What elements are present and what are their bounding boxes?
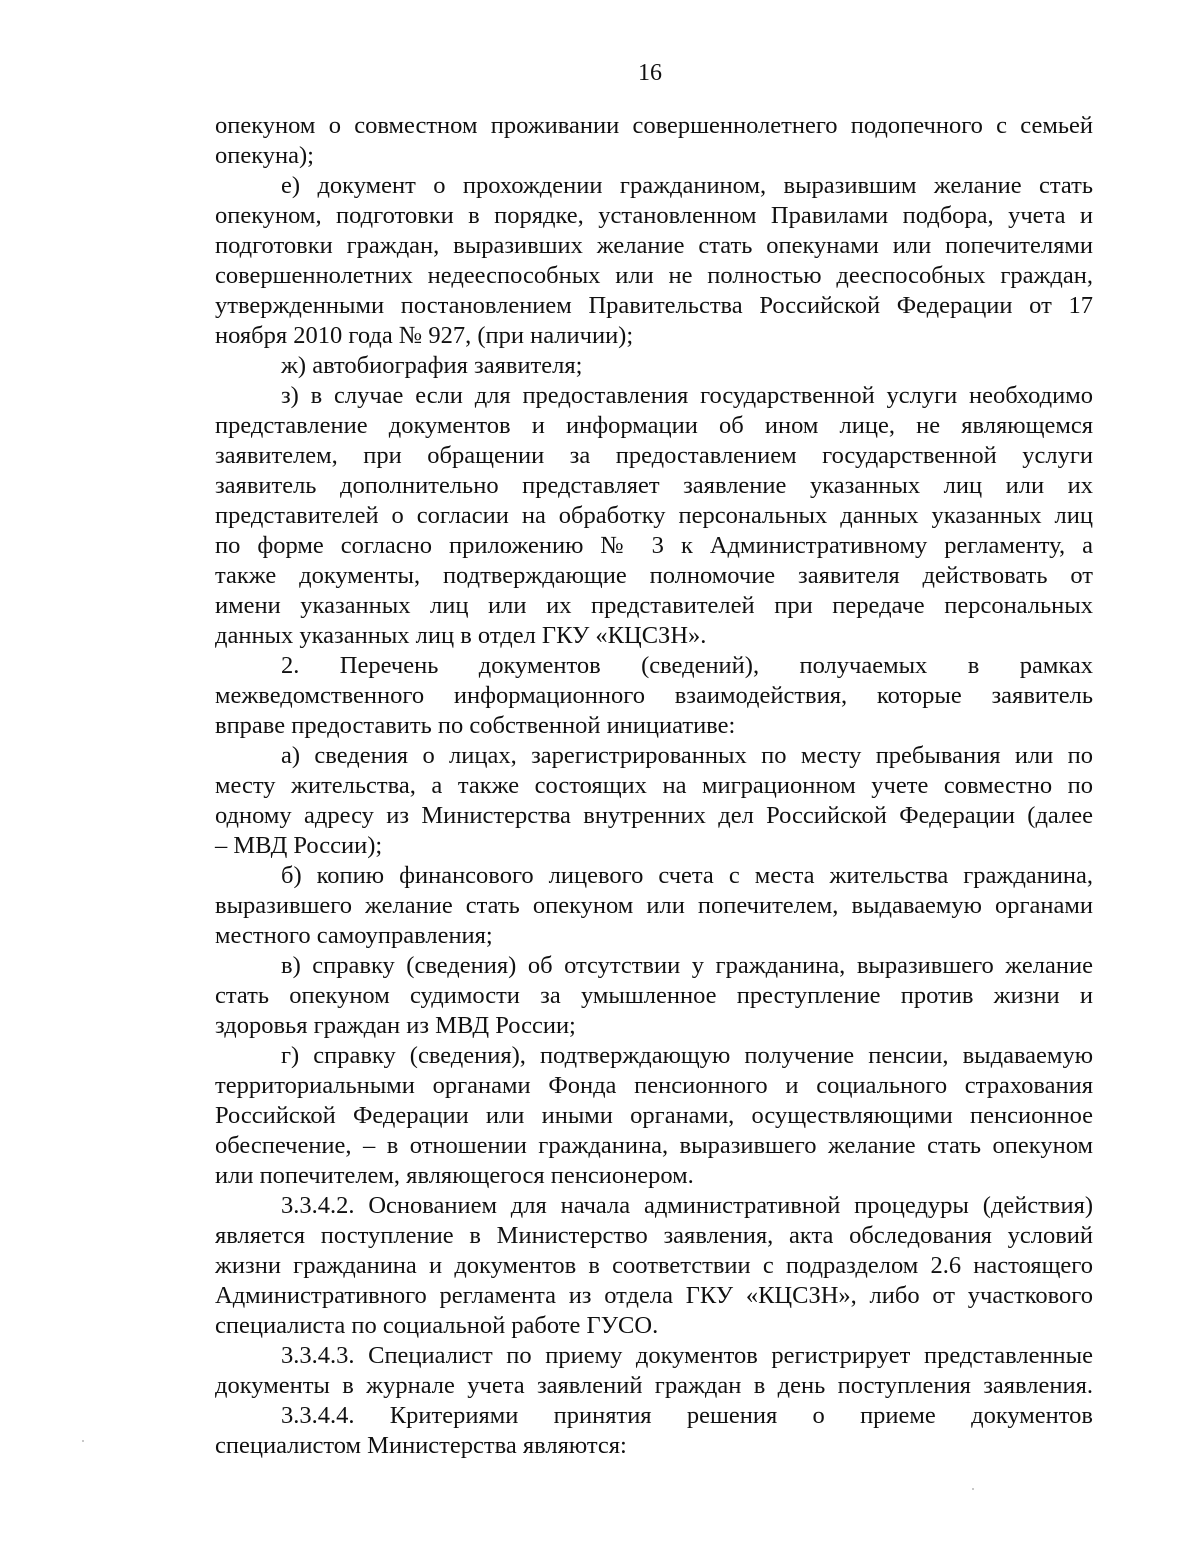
text-line: вправе предоставить по собственной инициативе: [215, 712, 736, 739]
text-line: 3.3.4.4. Критериями принятия решения о приеме документов [281, 1402, 1093, 1429]
text-line: специалиста по социальной работе ГУСО. [215, 1312, 659, 1339]
text-line: в) справку (сведения) об отсутствии у гражданина, выразившего желание [281, 952, 1093, 979]
text-line: опекуном о совместном проживании совершеннолетнего подопечного с семьей [215, 112, 1093, 139]
text-line: или попечителем, являющегося пенсионером. [215, 1162, 694, 1189]
text-line: территориальными органами Фонда пенсионного и социального страхования [215, 1072, 1093, 1099]
text-line: утвержденными постановлением Правительства Российской Федерации от 17 [215, 292, 1093, 319]
text-line: 3.3.4.2. Основанием для начала административной процедуры (действия) [281, 1192, 1093, 1219]
text-line: 2. Перечень документов (сведений), получаемых в рамках [281, 652, 1093, 679]
text-line: г) справку (сведения), подтверждающую получение пенсии, выдаваемую [281, 1042, 1093, 1069]
text-line: представителей о согласии на обработку персональных данных указанных лиц [215, 502, 1093, 529]
text-line: б) копию финансового лицевого счета с места жительства гражданина, [281, 862, 1093, 889]
text-line: заявитель дополнительно представляет заявление указанных лиц или их [215, 472, 1093, 499]
text-line: а) сведения о лицах, зарегистрированных по месту пребывания или по [281, 742, 1093, 769]
text-line: опекуна); [215, 142, 314, 169]
text-line: 3.3.4.3. Специалист по приему документов регистрирует представленные [281, 1342, 1093, 1369]
text-line: жизни гражданина и документов в соответствии с подразделом 2.6 настоящего [215, 1252, 1093, 1279]
text-line: здоровья граждан из МВД России; [215, 1012, 576, 1039]
text-line: местного самоуправления; [215, 922, 493, 949]
text-line: одному адресу из Министерства внутренних дел Российской Федерации (далее [215, 802, 1093, 829]
text-line: выразившего желание стать опекуном или попечителем, выдаваемую органами [215, 892, 1093, 919]
text-line: Административного регламента из отдела ГКУ «КЦСЗН», либо от участкового [215, 1282, 1093, 1309]
text-line: документы в журнале учета заявлений граждан в день поступления заявления. [215, 1372, 1093, 1399]
text-line: Российской Федерации или иными органами, осуществляющими пенсионное [215, 1102, 1093, 1129]
text-line: ноября 2010 года № 927, (при наличии); [215, 322, 634, 349]
text-line: является поступление в Министерство заявления, акта обследования условий [215, 1222, 1093, 1249]
text-line: имени указанных лиц или их представителей при передаче персональных [215, 592, 1093, 619]
text-line: по форме согласно приложению № 3 к Административному регламенту, а [215, 532, 1093, 559]
text-line: также документы, подтверждающие полномочие заявителя действовать от [215, 562, 1093, 589]
text-line: данных указанных лиц в отдел ГКУ «КЦСЗН». [215, 622, 707, 649]
scan-artifact [972, 1488, 974, 1490]
text-line: ж) автобиография заявителя; [281, 352, 583, 379]
text-line: подготовки граждан, выразивших желание стать опекунами или попечителями [215, 232, 1093, 259]
text-line: опекуном, подготовки в порядке, установленном Правилами подбора, учета и [215, 202, 1093, 229]
text-line: межведомственного информационного взаимодействия, которые заявитель [215, 682, 1093, 709]
text-line: – МВД России); [215, 832, 383, 859]
scan-artifact [82, 1440, 84, 1442]
text-line: стать опекуном судимости за умышленное преступление против жизни и [215, 982, 1093, 1009]
text-line: е) документ о прохождении гражданином, выразившим желание стать [281, 172, 1093, 199]
text-line: специалистом Министерства являются: [215, 1432, 627, 1459]
text-line: з) в случае если для предоставления государственной услуги необходимо [281, 382, 1093, 409]
text-line: заявителем, при обращении за предоставлением государственной услуги [215, 442, 1093, 469]
text-line: совершеннолетних недееспособных или не полностью дееспособных граждан, [215, 262, 1093, 289]
text-line: обеспечение, – в отношении гражданина, выразившего желание стать опекуном [215, 1132, 1093, 1159]
document-body [215, 111, 1093, 1461]
text-line: представление документов и информации об ином лице, не являющемся [215, 412, 1093, 439]
page-number: 16 [638, 60, 662, 86]
text-line: месту жительства, а также состоящих на миграционном учете совместно по [215, 772, 1093, 799]
